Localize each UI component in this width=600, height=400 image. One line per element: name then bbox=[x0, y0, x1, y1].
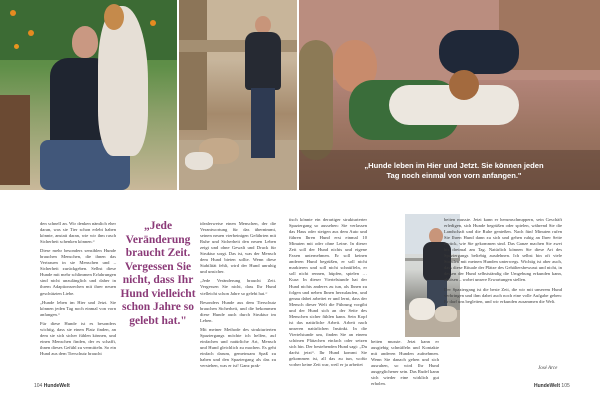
paragraph: „Hunde leben im Hier und Jetzt. Sie können jeden Tag noch einmal von vorn anfangen.“ bbox=[40, 299, 116, 317]
paragraph: Mit meiner Methode des strukturierten Spaziergangs möchte ich helfen, auf einfachen und natürliche Art, Mensch und Hund gleichlich zu machen. Es geht einfach darum, gemeinsam Spaß zu haben und den Spaziergang als das zu verstehen, was er ist! Ganz prak- bbox=[200, 326, 276, 369]
photo-man-with-greyhound bbox=[0, 0, 177, 190]
page-number-right: 105 bbox=[561, 383, 570, 389]
text-column-4 bbox=[371, 339, 439, 390]
magazine-brand-left: HundeWelt bbox=[43, 383, 70, 389]
paragraph: „Jede Veränderung braucht Zeit. Vergessen Sie nicht, dass Ihr Hund vielleicht schon Jahre so gelebt hat.“ bbox=[200, 278, 276, 296]
paragraph: Diese mehr besonders sensiblen Hunde brauchen Menschen, die ihnen das Vertrauen in sie Menschen und – Sicherheit zurückgeben. Selbst diese Hunde mit mehr schlimmen Erfahrungen sind nicht unzulänglich und daher in ihrem Adaptionsrechen mit ihrer neuen geschützten Liebe. bbox=[40, 248, 116, 296]
text-column-2 bbox=[200, 221, 276, 372]
text-column-3 bbox=[289, 217, 367, 371]
author-signature: José Arce bbox=[538, 366, 558, 371]
paragraph: idealerweise einen Menschen, der die Verantwortung für das übernimmt, seinen neuen vierbeinigen Gefährten mit Ruhe und Sicherheit den neuen Leben zeigt und ohne Gewalt und Druck für Struktur sorgt. Das ist, was der Mensch dem Hund bieten sollte. Wenn diese Stabilität fehlt, wird der Hund unruhig und unsicher. bbox=[200, 221, 276, 275]
paragraph: Für diese Hunde ist es besonders wichtig, dass sie einen Platz finden, an dem sie sich sicher fühlen können, und einen Menschen finden, der es schafft, ihnen dieses Gefühl zu vermitteln. So ein Hund aus dem Tierschutz braucht bbox=[40, 320, 116, 356]
pull-quote: „Jede Veränderung braucht Zeit. Vergessen Sie nicht, dass Ihr Hund vielleicht schon Jahre so gelebt hat." bbox=[120, 220, 196, 327]
caption-line-2: Tag noch einmal von vorn anfangen." bbox=[386, 171, 522, 180]
footer-right bbox=[534, 383, 570, 389]
page-number-left: 104 bbox=[34, 383, 43, 389]
footer-left bbox=[34, 383, 70, 389]
paragraph: beiten musste. Jetzt kann er herumschnuppern, sein Geschäft erledigen, sich Hunde begrüßen oder spielen, während Sie die Landschaft und die Ruhe genießen. Nach fünf Minuten rufen Sie Ihren Hund dann zu sich und gehen ruhig an Ihrer Seite zurück, wie Sie gekommen sind. Das Ganze machen Sie zwei bis dreimal am Tag. Natürlich können Sie diese Art des Spaziergangs beliebig ausdehnen. Ich selbst bin oft viele Stunden mit meinen Hunden unterwegs. Wichtig ist aber auch, dass diese Rituale der Plätze des Gehältersbewusst und nicht, in dessen der Hund selbstständig die Umgebung erkunden kann, ablösen – wobei unsere Erwartungen stellen. bbox=[444, 217, 562, 283]
magazine-brand-right: HundeWelt bbox=[534, 383, 561, 389]
caption-line-1: „Hunde leben im Hier und Jetzt. Sie können jeden bbox=[364, 161, 544, 170]
paragraph: den schnell an. Wir denken nämlich eher daran, was sie Tier schon erlebt haben könnte, anstatt daran, wie wir ihm rasch Sicherheit schenken können.“ bbox=[40, 221, 116, 245]
paragraph: tisch könnte ein derartiger strukturierter Spaziergang so aussehen: Sie verlassen das Haus oder steigen aus dem Auto und führen Ihren Hund erst einmal 10 Minuten mit oder ohne Leine. In dieser Zeit soll der Hund nichts und eigene Faxen unternehmen. Er soll keinen anderen Hund begrüßen, er soll nicht markieren und soll nicht schnüffeln, er soll nicht rennen, hüpfen, spielen … Kurz: In dieser Viertelstunde hat der Hund nichts anderes zu tun, als Ihnen zu folgen und neben Ihnen herzulaufen, und genau dabei arbeitet er und lernt, dass der Mensch dieser Welt die Führung vorgibt und der Hund sich an der Seite des Menschen sicher fühlen kann. Sein Kopf ist das natürliche Arbeit. Arbeit nach unseren natürlichen Instinkt. In die Viertelstunde um, finden Sie an einem schönen Plätzchen einfach oder setzen sich hin. Der bestehenden Hund sagt: „Du darfst jetzt“. Ihr Hund kommt Sie gekommen ist, all das zu tun, wofür vorher keine Zeit war, weil er ja arbeitet bbox=[289, 217, 367, 368]
photo-caption bbox=[338, 161, 570, 181]
photo-man-standing-with-dogs bbox=[179, 0, 297, 190]
paragraph: Der Spaziergang ist die beste Zeit, die wir mit unserem Hund verbringen und ihm dabei auch noch eine volle Aufgabe geben: Er darf uns begleiten, und wir erkunden zusammen die Welt. bbox=[444, 286, 562, 304]
paragraph: Besonders Hunde aus dem Tierschutz brauchen Sicherheit, und die bekommen diese Hunde auch durch Struktur im Leben. bbox=[200, 299, 276, 323]
text-column-5 bbox=[444, 217, 562, 308]
paragraph: beiten musste. Jetzt kann er ausgiebig schnüffeln und Kontakte mit anderen Hunden aufnehmen. Wenn Sie danach gehen und sich ausruhen, so wird Ihr Hund ausgeglichener sein. Das Rudel kann sich wieder eine wirklich gut erholen. bbox=[371, 339, 439, 387]
text-column-1 bbox=[40, 221, 116, 360]
